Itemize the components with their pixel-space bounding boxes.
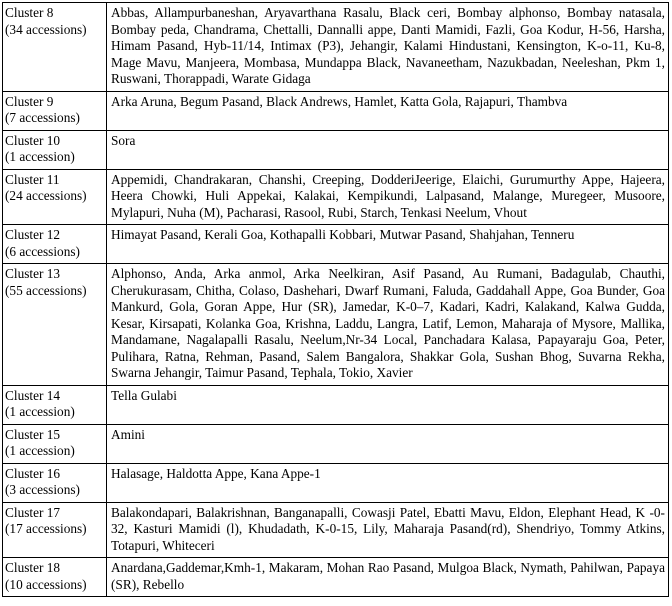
table-row bbox=[3, 424, 669, 463]
accession-count: (1 accession) bbox=[5, 149, 75, 164]
accession-count: (55 accessions) bbox=[5, 282, 87, 298]
cluster-label-cell bbox=[3, 502, 107, 558]
cluster-name: Cluster 13 bbox=[5, 266, 61, 281]
cluster-label-cell bbox=[3, 130, 107, 169]
table-row bbox=[3, 169, 669, 225]
cluster-label-cell bbox=[3, 264, 107, 386]
cluster-table bbox=[2, 2, 669, 597]
table-row bbox=[3, 130, 669, 169]
cluster-members: Sora bbox=[107, 130, 669, 169]
cluster-name: Cluster 18 bbox=[5, 560, 61, 575]
accession-count: (6 accessions) bbox=[5, 243, 80, 259]
accession-count: (34 accessions) bbox=[5, 21, 87, 37]
cluster-label-cell bbox=[3, 424, 107, 463]
cluster-name: Cluster 14 bbox=[5, 387, 61, 403]
accession-count: (24 accessions) bbox=[5, 188, 87, 203]
table-row bbox=[3, 91, 669, 130]
cluster-members: Balakondapari, Balakrishnan, Banganapalli, Cowasji Patel, Ebatti Mavu, Eldon, Elephant Head, K -0-32, Kasturi Mamidi (l), Khudadath, K-0-15, Lily, Maharaja Pasand(rd), Shendriyo, Tommy Atkins, Totapuri, Whiteceri bbox=[107, 502, 669, 558]
accession-count: (7 accessions) bbox=[5, 110, 80, 125]
cluster-label-cell bbox=[3, 91, 107, 130]
cluster-members: Anardana,Gaddemar,Kmh-1, Makaram, Mohan Rao Pasand, Mulgoa Black, Nymath, Pahilwan, Papaya (SR), Rebello bbox=[107, 558, 669, 597]
cluster-label-cell bbox=[3, 385, 107, 424]
cluster-members: Amini bbox=[107, 424, 669, 463]
cluster-name: Cluster 10 bbox=[5, 132, 61, 148]
accession-count: (1 accession) bbox=[5, 443, 75, 458]
cluster-name: Cluster 9 bbox=[5, 93, 54, 109]
cluster-name: Cluster 15 bbox=[5, 426, 61, 442]
cluster-label-cell bbox=[3, 3, 107, 92]
cluster-name: Cluster 12 bbox=[5, 227, 61, 242]
cluster-members: Abbas, Allampurbaneshan, Aryavarthana Rasalu, Black ceri, Bombay alphonso, Bombay natasala, Bombay peda, Chandrama, Chettalli, Dannalli appe, Danti Mamidi, Fazli, Goa Kodur, H-56, Harsha, Himam Pasand, Hyb-11/14, Intimax (P3), Jehangir, Kalami Hindustani, Kensington, K-o-11, Ku-8, Mage Mavu, Manjeera, Mombasa, Mundappa Black, Navaneetham, Nazukbadan, Neeleshan, Pkm 1, Ruswani, Thorappadi, Warate Gidaga bbox=[107, 3, 669, 92]
cluster-name: Cluster 11 bbox=[5, 171, 60, 187]
cluster-label-cell bbox=[3, 225, 107, 264]
table-row bbox=[3, 225, 669, 264]
table-row bbox=[3, 264, 669, 386]
table-row bbox=[3, 502, 669, 558]
table-row bbox=[3, 463, 669, 502]
cluster-label-cell bbox=[3, 169, 107, 225]
cluster-name: Cluster 16 bbox=[5, 465, 61, 481]
table-row bbox=[3, 3, 669, 92]
accession-count: (3 accessions) bbox=[5, 482, 80, 497]
cluster-members: Tella Gulabi bbox=[107, 385, 669, 424]
accession-count: (10 accessions) bbox=[5, 576, 87, 592]
cluster-name: Cluster 8 bbox=[5, 5, 54, 20]
table-row bbox=[3, 385, 669, 424]
cluster-label-cell bbox=[3, 463, 107, 502]
cluster-members: Arka Aruna, Begum Pasand, Black Andrews, Hamlet, Katta Gola, Rajapuri, Thambva bbox=[107, 91, 669, 130]
accession-count: (17 accessions) bbox=[5, 521, 87, 536]
cluster-label-cell bbox=[3, 558, 107, 597]
table-row bbox=[3, 558, 669, 597]
cluster-members: Appemidi, Chandrakaran, Chanshi, Creeping, DodderiJeerige, Elaichi, Gurumurthy Appe, Hajeera, Heera Chowki, Huli Appekai, Kalakai, Kempikundi, Lalpasand, Malange, Muregeer, Musoore, Mylapuri, Nuha (M), Pacharasi, Rasool, Rubi, Starch, Tenkasi Neelum, Vhout bbox=[107, 169, 669, 225]
cluster-members: Halasage, Haldotta Appe, Kana Appe-1 bbox=[107, 463, 669, 502]
cluster-name: Cluster 17 bbox=[5, 504, 61, 520]
cluster-members: Alphonso, Anda, Arka anmol, Arka Neelkiran, Asif Pasand, Au Rumani, Badagulab, Chauthi, Cherukurasam, Chitha, Colaso, Dashehari, Dwarf Rumani, Faluda, Gaddahall Appe, Goa Bunder, Goa Mankurd, Gola, Goran Appe, Hur (SR), Jamedar, K-0–7, Kadari, Kadri, Kalakand, Kalwa Gudda, Kesar, Kirsapati, Kolanka Goa, Krishna, Laddu, Langra, Latif, Lemon, Maharaja of Mysore, Mallika, Mandamane, Nagalapalli Rasalu, Neelum,Nr-34 Local, Panchadara Kalasa, Papayaraju Goa, Peter, Pulihara, Ratna, Rehman, Pasand, Salem Bangalora, Shakkar Gola, Sushan Bhog, Suvarna Rekha, Swarna Jehangir, Taimur Pasand, Tephala, Tokio, Xavier bbox=[107, 264, 669, 386]
cluster-members: Himayat Pasand, Kerali Goa, Kothapalli Kobbari, Mutwar Pasand, Shahjahan, Tenneru bbox=[107, 225, 669, 264]
accession-count: (1 accession) bbox=[5, 404, 75, 419]
